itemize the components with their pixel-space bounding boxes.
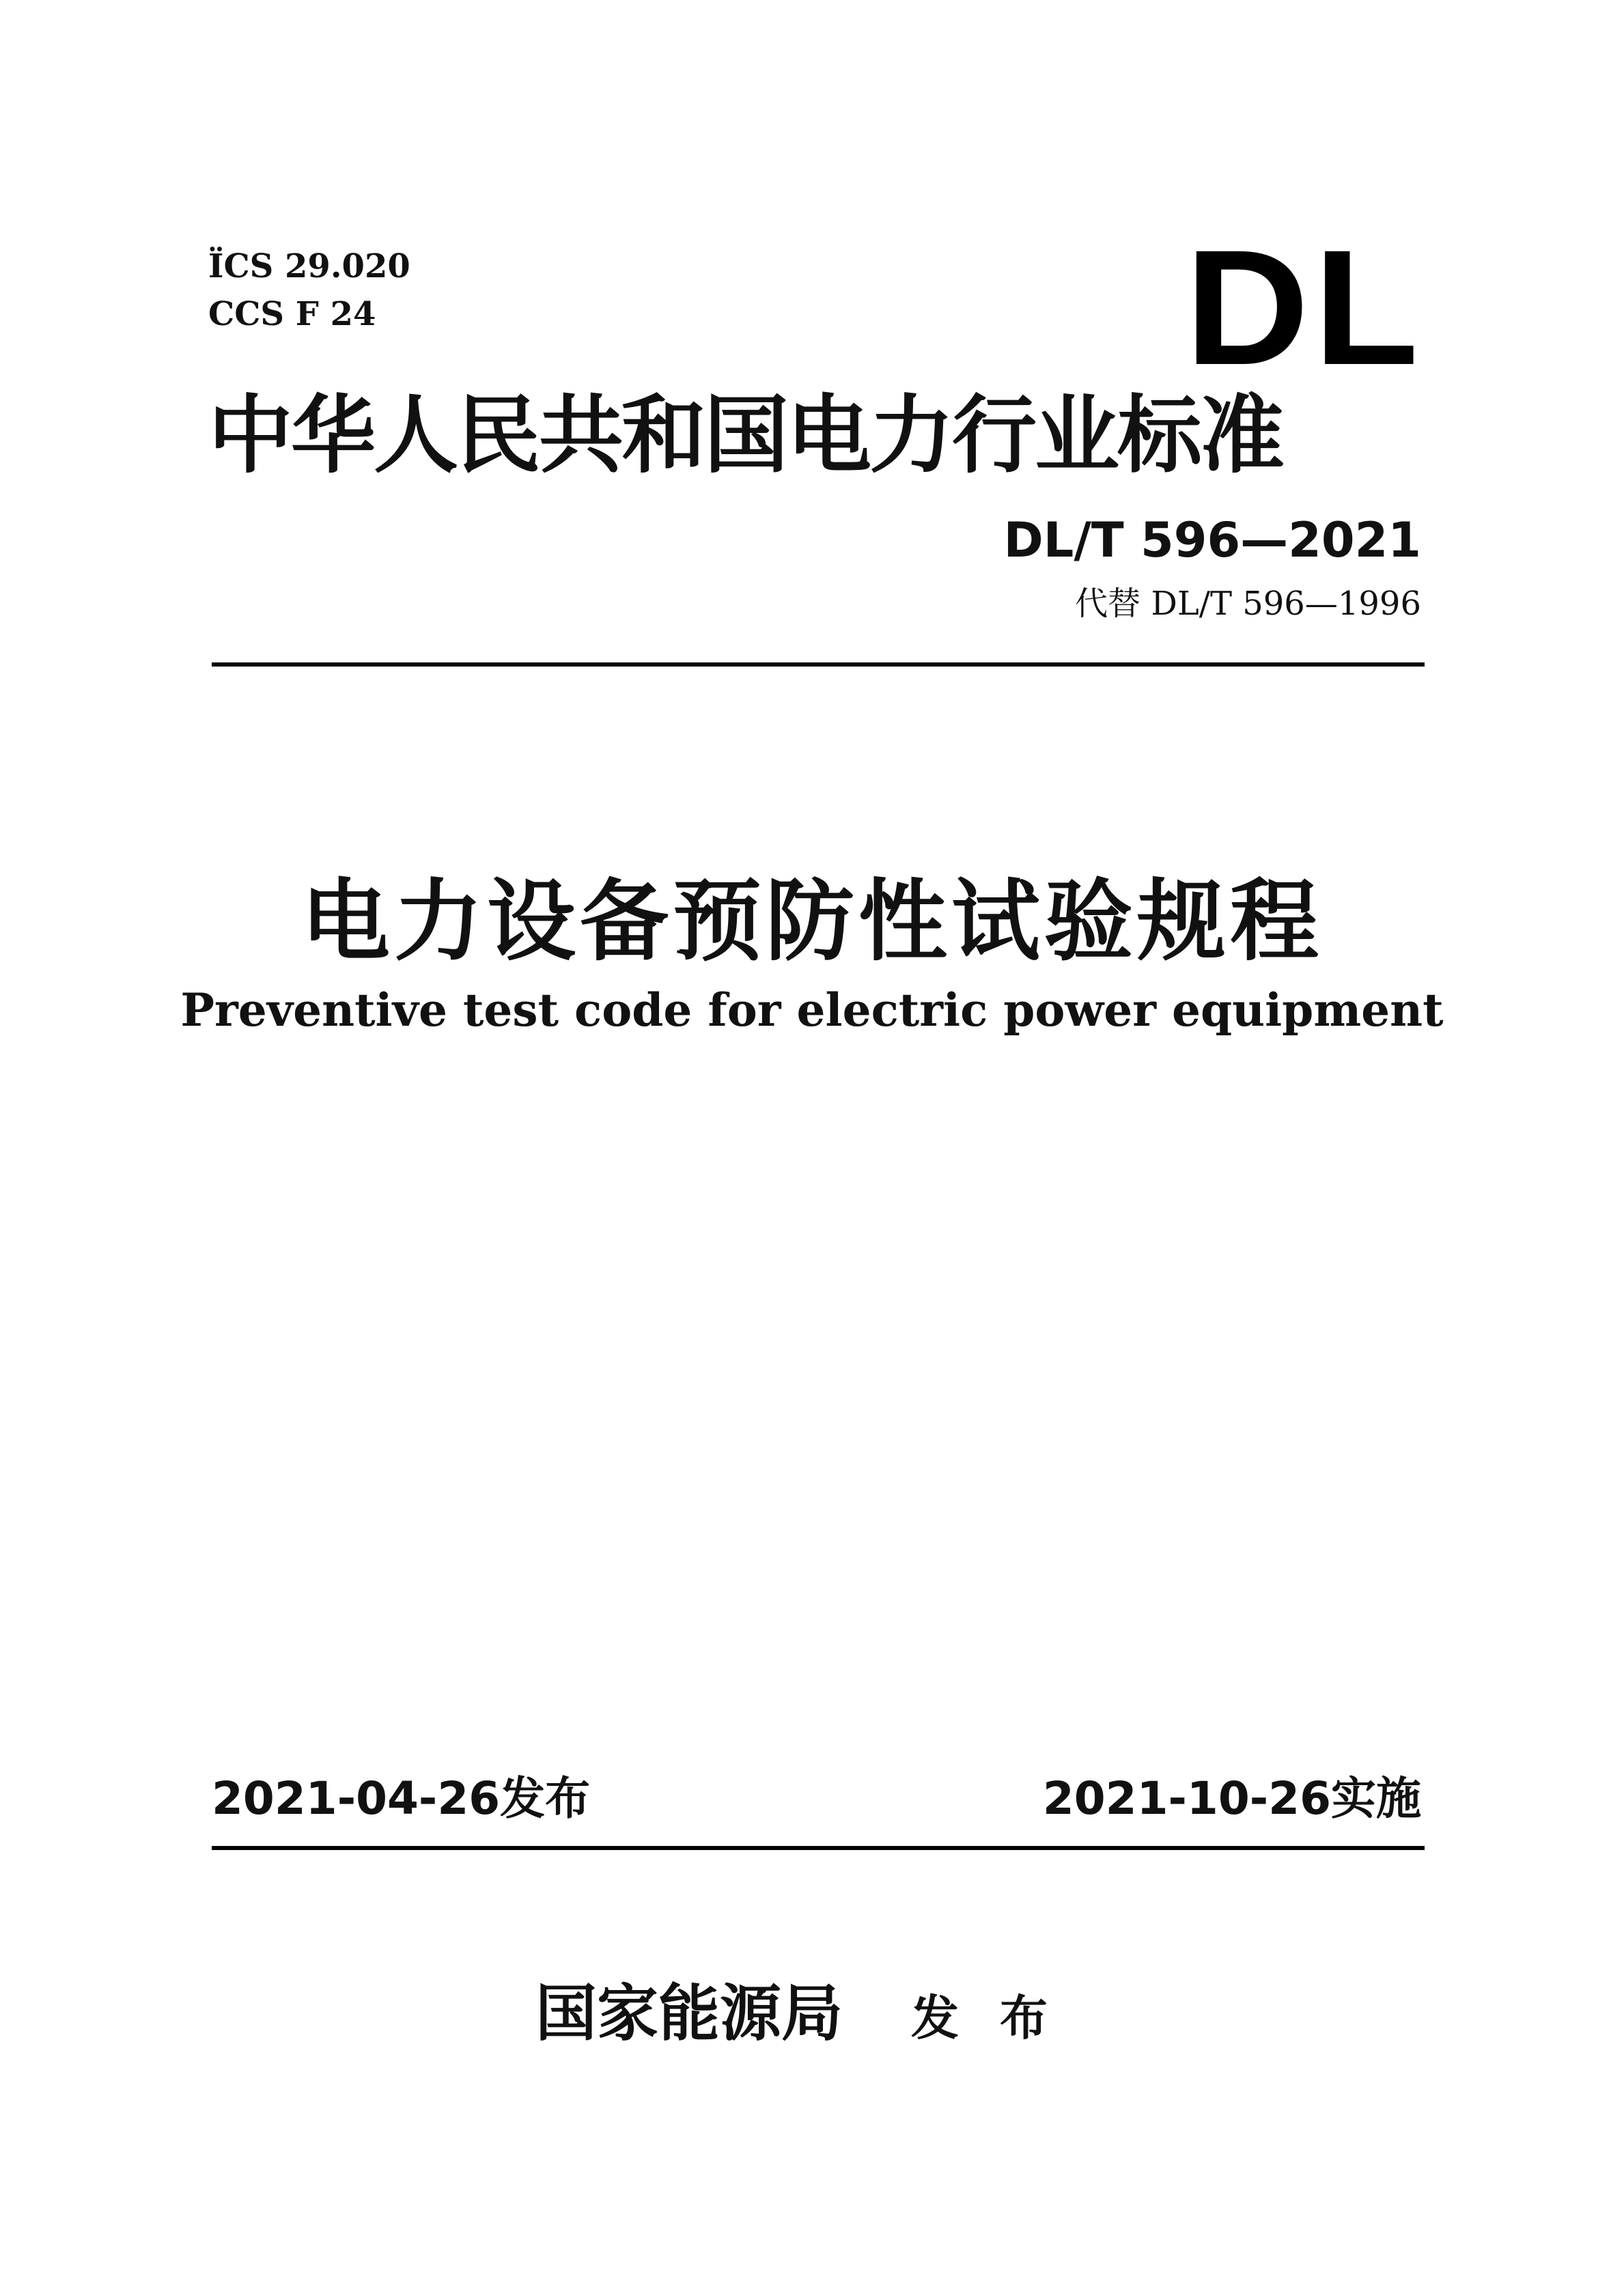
ics-code: ÏCS 29.020 xyxy=(208,247,410,285)
issue-date: 2021-04-26发布 xyxy=(212,1772,591,1825)
replaces-standard: 代替 DL/T 596—1996 xyxy=(1075,585,1421,623)
implementation-date: 2021-10-26实施 xyxy=(1042,1772,1421,1825)
publisher-action: 发布 xyxy=(911,1989,1089,2046)
publisher-name: 国家能源局 xyxy=(535,1977,843,2049)
bottom-divider xyxy=(212,1846,1425,1850)
document-title-english: Preventive test code for electric power equipment xyxy=(180,983,1444,1037)
ccs-code: CCS F 24 xyxy=(208,295,376,333)
standard-number: DL/T 596—2021 xyxy=(1003,512,1421,568)
dl-logo: DL xyxy=(1185,216,1423,399)
standard-category-title: 中华人民共和国电力行业标准 xyxy=(208,386,1283,485)
publisher-line xyxy=(0,1963,1624,2052)
top-divider xyxy=(212,662,1425,667)
document-title-chinese: 电力设备预防性试验规程 xyxy=(300,869,1323,973)
